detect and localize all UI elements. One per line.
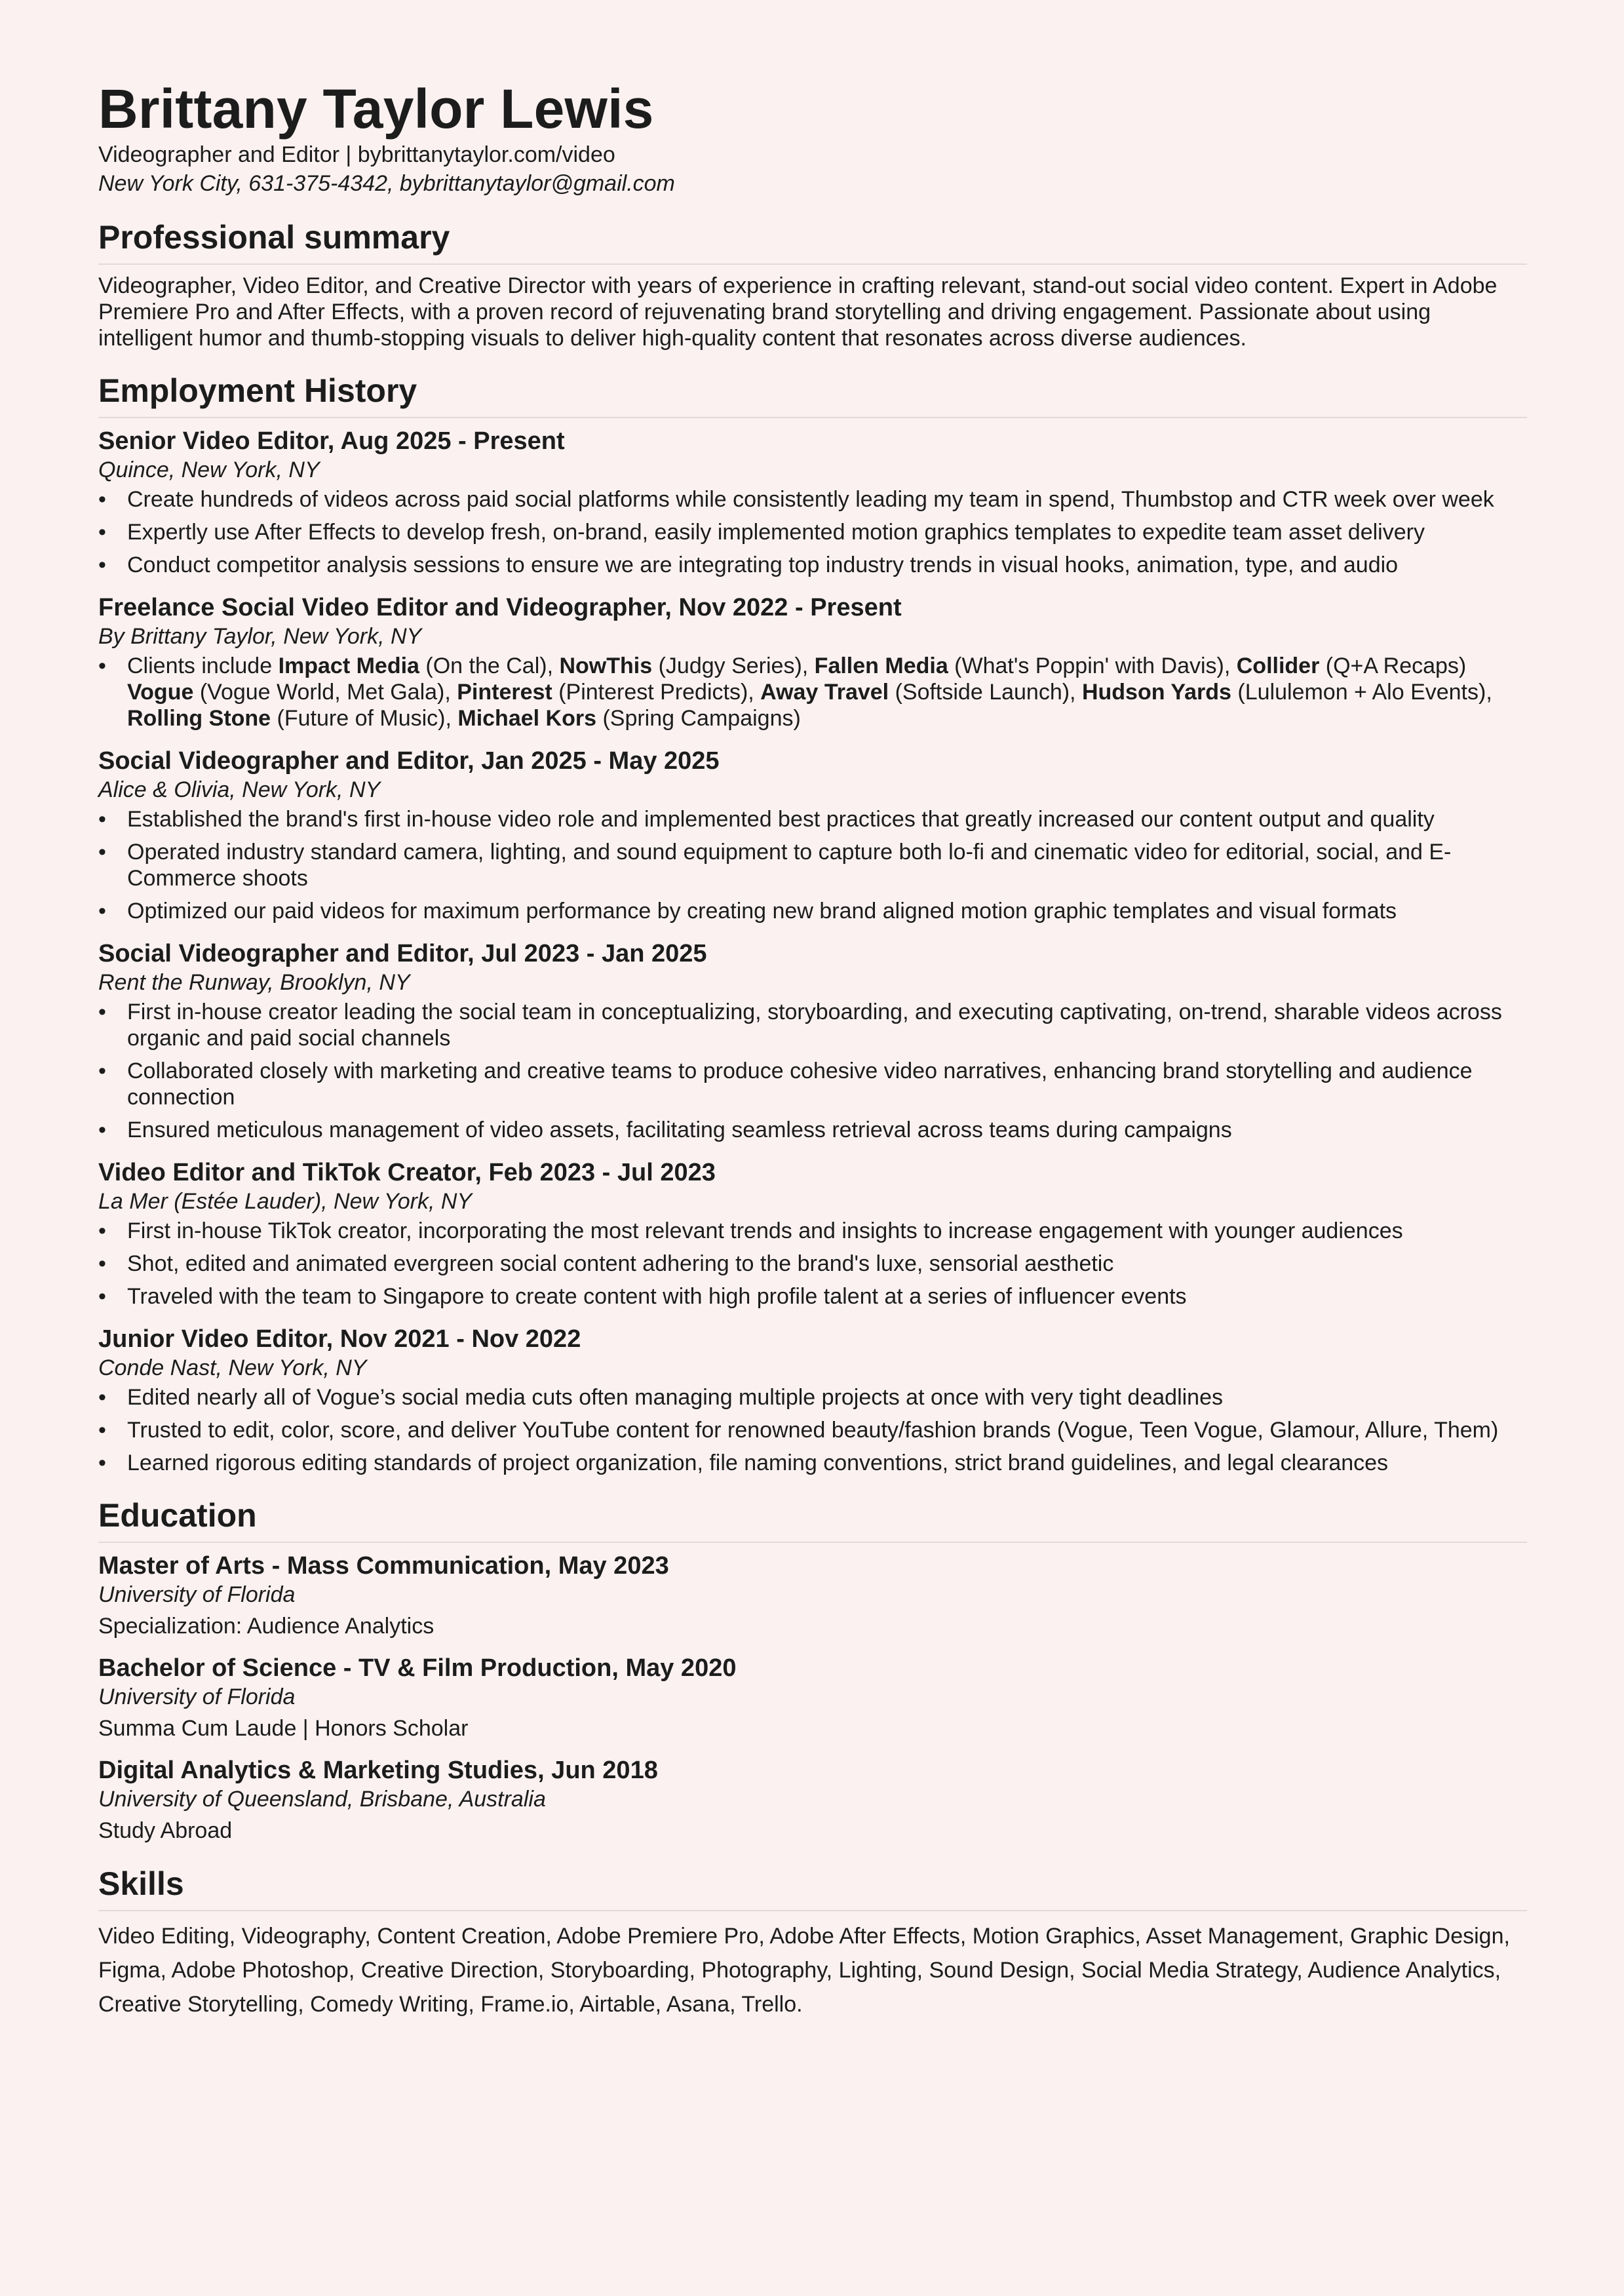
client-detail: (Pinterest Predicts), [552, 680, 761, 705]
client-name: Impact Media [278, 653, 419, 678]
job-title: Social Videographer and Editor, Jan 2025 - May 2025 [98, 747, 720, 775]
bullet-item: • Learned rigorous editing standards of project organization, file naming conventions, strict brand guidelines, and legal clearances [98, 1450, 1527, 1476]
employment-section [98, 371, 1527, 1476]
job-bullets [98, 486, 1527, 578]
client-detail: (What's Poppin' with Davis), [948, 653, 1237, 678]
client-name: Fallen Media [814, 653, 948, 678]
skills-text: Video Editing, Videography, Content Creation, Adobe Premiere Pro, Adobe After Effects, Motion Graphics, Asset Management, Graphic Design, Figma, Adobe Photoshop, Creative Direction, Storyboarding, Photography, Lighting, Sound Design, Social Media Strategy, Audience Analytics, Creative Storytelling, Comedy Writing, Frame.io, Airtable, Asana, Trello. [98, 1924, 1510, 2017]
job-title: Video Editor and TikTok Creator, Feb 2023 - Jul 2023 [98, 1159, 716, 1186]
bullet-item: • Collaborated closely with marketing and creative teams to produce cohesive video narratives, enhancing brand storytelling and audience connection [98, 1058, 1527, 1110]
job-title: Freelance Social Video Editor and Videographer, Nov 2022 - Present [98, 594, 902, 621]
education-entry [98, 1551, 1527, 1640]
degree-title: Bachelor of Science - TV & Film Production, May 2020 [98, 1654, 737, 1682]
job-company: La Mer (Estée Lauder), New York, NY [98, 1189, 473, 1214]
education-note: Summa Cum Laude | Honors Scholar [98, 1716, 469, 1741]
job-entry [98, 426, 1527, 578]
bullet-item: • Optimized our paid videos for maximum performance by creating new brand aligned motion graphic templates and visual formats [98, 898, 1527, 924]
client-name: Collider [1236, 653, 1320, 678]
education-note: Study Abroad [98, 1818, 233, 1843]
client-detail: (Lululemon + Alo Events), [1231, 680, 1492, 705]
bullet-item: • Ensured meticulous management of video assets, facilitating seamless retrieval across teams during campaigns [98, 1117, 1527, 1143]
job-entry [98, 746, 1527, 924]
bullet-item: • Create hundreds of videos across paid social platforms while consistently leading my team in spend, Thumbstop and CTR week over week [98, 486, 1527, 513]
bullet-item: • Expertly use After Effects to develop fresh, on-brand, easily implemented motion graphics templates to expedite team asset delivery [98, 519, 1527, 545]
bullet-item: • Established the brand's first in-house video role and implemented best practices that greatly increased our content output and quality [98, 806, 1527, 832]
job-bullets [98, 653, 1527, 731]
client-name: Vogue [127, 680, 194, 705]
bullet-item: • First in-house TikTok creator, incorporating the most relevant trends and insights to increase engagement with younger audiences [98, 1218, 1527, 1244]
resume-header [98, 77, 1527, 198]
client-name: Away Travel [760, 680, 889, 705]
education-note: Specialization: Audience Analytics [98, 1614, 435, 1639]
client-detail: (On the Cal), [419, 653, 560, 678]
contact-info: New York City, 631-375-4342, bybrittanytaylor@gmail.com [98, 171, 675, 196]
client-name: NowThis [559, 653, 653, 678]
client-name: Rolling Stone [127, 706, 271, 731]
summary-section [98, 218, 1527, 351]
education-section [98, 1496, 1527, 1844]
job-title: Social Videographer and Editor, Jul 2023 - Jan 2025 [98, 940, 707, 967]
education-entry [98, 1653, 1527, 1742]
job-bullets [98, 1218, 1527, 1310]
client-detail: (Spring Campaigns) [596, 706, 801, 731]
job-entry [98, 593, 1527, 731]
degree-title: Master of Arts - Mass Communication, May 2023 [98, 1552, 669, 1580]
job-company: Alice & Olivia, New York, NY [98, 777, 381, 802]
client-name: Michael Kors [457, 706, 596, 731]
job-company: By Brittany Taylor, New York, NY [98, 624, 422, 649]
education-entry [98, 1755, 1527, 1844]
job-entry [98, 1324, 1527, 1476]
school-name: University of Queensland, Brisbane, Australia [98, 1787, 546, 1812]
job-company: Conde Nast, New York, NY [98, 1355, 367, 1380]
tagline: Videographer and Editor | bybrittanytaylor.com/video [98, 142, 615, 167]
client-name: Hudson Yards [1081, 680, 1231, 705]
job-bullets [98, 806, 1527, 924]
client-name: Pinterest [457, 680, 552, 705]
education-heading: Education [98, 1496, 1527, 1543]
bullet-item: • Trusted to edit, color, score, and deliver YouTube content for renowned beauty/fashion brands (Vogue, Teen Vogue, Glamour, Allure, Them) [98, 1417, 1527, 1443]
degree-title: Digital Analytics & Marketing Studies, Jun 2018 [98, 1757, 658, 1784]
skills-heading: Skills [98, 1864, 1527, 1911]
summary-text: Videographer, Video Editor, and Creative Director with years of experience in crafting relevant, stand-out social video content. Expert in Adobe Premiere Pro and After Effects, with a proven record of rejuvenating brand storytelling and driving engagement. Passionate about using intelligent humor and thumb-stopping visuals to deliver high-quality content that resonates across diverse audiences. [98, 273, 1498, 351]
job-company: Rent the Runway, Brooklyn, NY [98, 970, 410, 995]
client-detail: (Softside Launch), [889, 680, 1082, 705]
job-entry [98, 939, 1527, 1143]
job-bullets [98, 999, 1527, 1143]
bullet-item: • Traveled with the team to Singapore to create content with high profile talent at a series of influencer events [98, 1283, 1527, 1310]
clients-bullet [98, 653, 1527, 731]
job-company: Quince, New York, NY [98, 457, 320, 482]
bullet-item: • Shot, edited and animated evergreen social content adhering to the brand's luxe, sensorial aesthetic [98, 1251, 1527, 1277]
job-bullets [98, 1384, 1527, 1476]
client-detail: (Q+A Recaps) [1319, 653, 1467, 678]
clients-intro: Clients include [127, 653, 279, 678]
job-title: Junior Video Editor, Nov 2021 - Nov 2022 [98, 1325, 581, 1353]
skills-section [98, 1864, 1527, 2021]
job-title: Senior Video Editor, Aug 2025 - Present [98, 427, 565, 455]
bullet-item: • Conduct competitor analysis sessions to ensure we are integrating top industry trends in visual hooks, animation, type, and audio [98, 552, 1527, 578]
client-detail: (Future of Music), [271, 706, 458, 731]
client-detail: (Vogue World, Met Gala), [193, 680, 457, 705]
bullet-item: • Operated industry standard camera, lighting, and sound equipment to capture both lo-fi and cinematic video for editorial, social, and E-Commerce shoots [98, 839, 1527, 891]
candidate-name: Brittany Taylor Lewis [98, 78, 654, 140]
bullet-item: • Edited nearly all of Vogue’s social media cuts often managing multiple projects at once with very tight deadlines [98, 1384, 1527, 1411]
summary-heading: Professional summary [98, 218, 1527, 265]
employment-heading: Employment History [98, 371, 1527, 418]
school-name: University of Florida [98, 1684, 296, 1709]
school-name: University of Florida [98, 1582, 296, 1607]
client-detail: (Judgy Series), [652, 653, 815, 678]
bullet-item: • First in-house creator leading the social team in conceptualizing, storyboarding, and executing captivating, on-trend, sharable videos across organic and paid social channels [98, 999, 1527, 1051]
job-entry [98, 1158, 1527, 1310]
